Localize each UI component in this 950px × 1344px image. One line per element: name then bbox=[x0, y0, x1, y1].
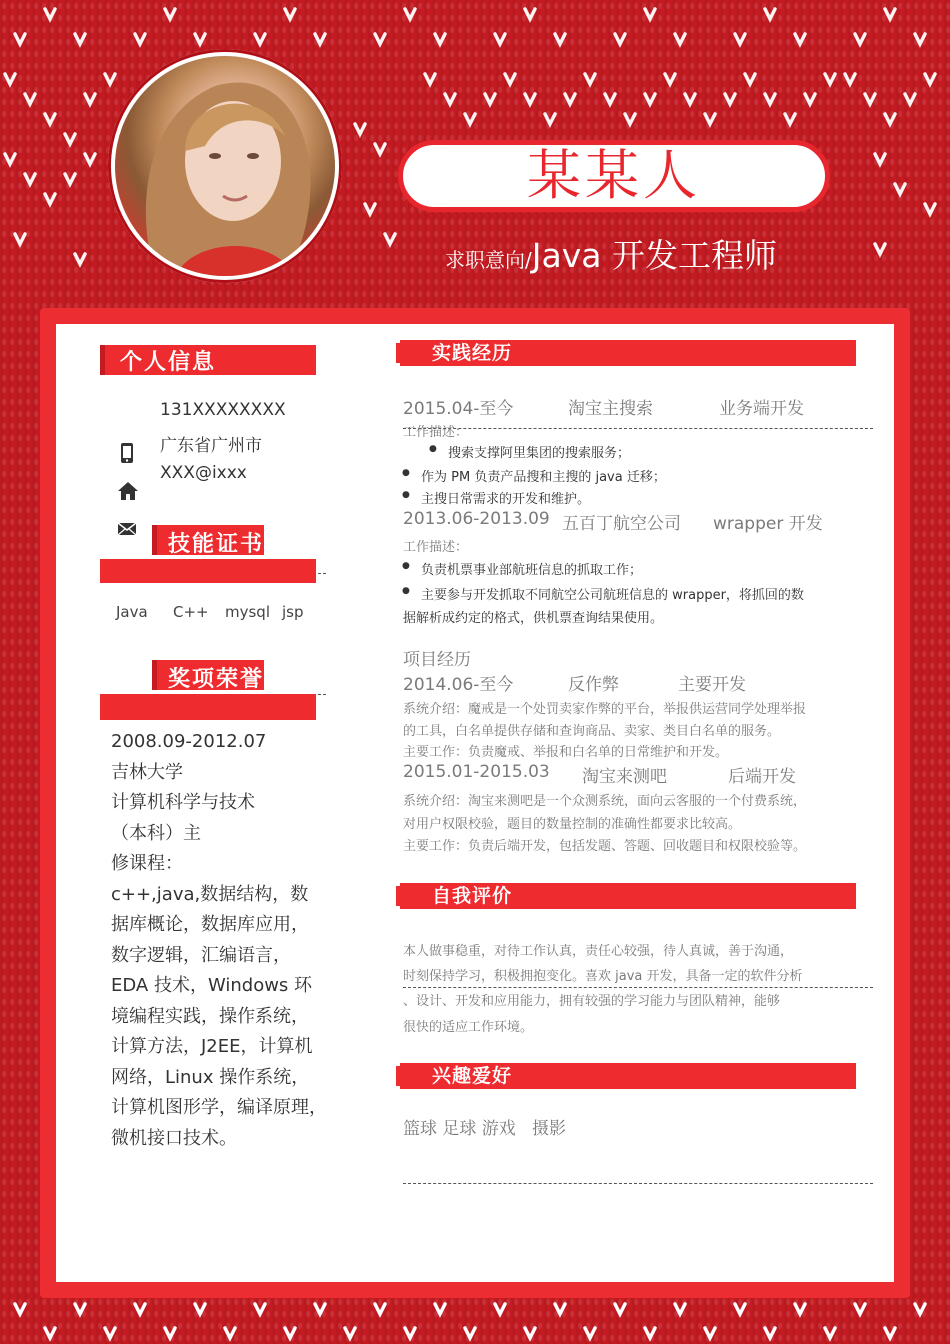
education-line: 吉林大学 bbox=[111, 761, 183, 783]
education-line: 计算方法，J2EE，计算机 bbox=[111, 1036, 313, 1057]
exp1-company: 淘宝主搜索 bbox=[568, 399, 653, 419]
proj1-line: 主要工作：负责魔戒、举报和白名单的日常维护和开发。 bbox=[403, 745, 729, 760]
proj2-role: 后端开发 bbox=[728, 767, 796, 787]
exp1-period: 2015.04-至今 bbox=[403, 399, 514, 419]
skill-item: Java bbox=[116, 603, 148, 621]
education-line: 计算机科学与技术 bbox=[111, 792, 255, 813]
section-skills bbox=[100, 525, 330, 585]
contact-email: XXX@ixxx bbox=[160, 463, 247, 483]
education-line: 数字逻辑，汇编语言， bbox=[111, 944, 291, 966]
profile-photo bbox=[108, 49, 342, 283]
section-personal-info bbox=[100, 345, 316, 375]
skill-item: C++ bbox=[173, 603, 209, 621]
education-line: EDA 技术，Windows 环 bbox=[111, 975, 313, 996]
contact-address: 广东省广州市 bbox=[160, 436, 262, 456]
proj2-line: 主要工作：负责后端开发，包括发题、答题、回收题目和权限校验等。 bbox=[403, 839, 807, 854]
education-line: 2008.09-2012.07 bbox=[111, 731, 267, 752]
hobbies-text: 篮球 足球 游戏 摄影 bbox=[403, 1119, 567, 1139]
job-intent bbox=[445, 230, 777, 277]
education-line: 微机接口技术。 bbox=[111, 1127, 237, 1149]
section-title-skills: 技能证书 bbox=[168, 532, 265, 557]
exp2-bullet: ● 主要参与开发抓取不同航空公司航班信息的 wrapper，将抓回的数 bbox=[421, 584, 804, 603]
section-hobbies bbox=[400, 1063, 856, 1089]
divider bbox=[403, 1183, 873, 1184]
section-title-hobbies: 兴趣爱好 bbox=[432, 1065, 513, 1087]
phone-icon bbox=[117, 442, 137, 462]
job-intent-label: 求职意向/ bbox=[445, 248, 532, 272]
proj1-name: 反作弊 bbox=[568, 675, 619, 695]
proj1-role: 主要开发 bbox=[678, 675, 746, 695]
education-line: 计算机图形学，编译原理， bbox=[111, 1097, 327, 1118]
profile-photo-image bbox=[115, 56, 335, 276]
exp1-role: 业务端开发 bbox=[719, 399, 804, 419]
exp2-bullet: ● 负责机票事业部航班信息的抓取工作； bbox=[421, 559, 642, 578]
proj2-line: 系统介绍：淘宝来测吧是一个众测系统，面向云客服的一个付费系统， bbox=[403, 794, 807, 809]
exp2-continuation: 据解析成约定的格式，供机票查询结果使用。 bbox=[403, 611, 664, 626]
exp1-bullet: ● 主搜日常需求的开发和维护。 bbox=[421, 488, 590, 507]
contact-phone: 131XXXXXXXX bbox=[160, 400, 286, 420]
projects-title: 项目经历 bbox=[403, 650, 471, 670]
knit-pattern-bottom bbox=[0, 1290, 950, 1344]
section-title-practice: 实践经历 bbox=[432, 342, 513, 364]
section-title-personal-info: 个人信息 bbox=[120, 349, 217, 375]
skill-item: jsp bbox=[282, 603, 304, 621]
education-line: 修课程： bbox=[111, 853, 183, 874]
proj2-name: 淘宝来测吧 bbox=[582, 767, 667, 787]
proj2-line: 对用户权限校验，题目的数量控制的准确性都要求比较高。 bbox=[403, 817, 742, 832]
skill-item: mysql bbox=[225, 603, 270, 621]
section-awards bbox=[100, 660, 330, 720]
section-practice bbox=[400, 340, 856, 366]
job-intent-value: Java 开发工程师 bbox=[531, 236, 777, 275]
section-title-awards: 奖项荣誉 bbox=[168, 667, 265, 692]
divider bbox=[403, 428, 873, 429]
candidate-name: 某某人 bbox=[527, 144, 701, 207]
education-line: 网络，Linux 操作系统， bbox=[111, 1066, 310, 1088]
education-line: 境编程实践，操作系统， bbox=[111, 1005, 309, 1027]
self-eval-line: 很快的适应工作环境。 bbox=[403, 1020, 534, 1035]
exp2-company: 五百丁航空公司 bbox=[562, 514, 681, 534]
proj1-line: 的工具，白名单提供存储和查询商品、卖家、类目白名单的服务。 bbox=[403, 724, 781, 739]
self-eval-line: 、设计、开发和应用能力，拥有较强的学习能力与团队精神，能够 bbox=[403, 994, 781, 1009]
exp2-period: 2013.06-2013.09 bbox=[403, 509, 550, 529]
divider bbox=[403, 987, 873, 988]
proj2-period: 2015.01-2015.03 bbox=[403, 762, 550, 782]
education-details bbox=[111, 727, 331, 1154]
skills-list bbox=[116, 603, 304, 621]
self-eval-line: 时刻保持学习，积极拥抱变化。喜欢 java 开发，具备一定的软件分析 bbox=[403, 969, 803, 984]
exp1-bullet: ● 作为 PM 负责产品搜和主搜的 java 迁移； bbox=[421, 466, 666, 485]
exp1-desc-label: 工作描述： bbox=[403, 425, 469, 440]
exp2-role: wrapper 开发 bbox=[713, 514, 823, 534]
home-icon bbox=[117, 481, 137, 501]
name-banner bbox=[398, 140, 830, 212]
proj1-line: 系统介绍：魔戒是一个处罚卖家作弊的平台，举报供运营同学处理举报 bbox=[403, 702, 807, 717]
exp1-bullet: ● 搜索支撑阿里集团的搜索服务； bbox=[448, 442, 630, 461]
education-line: （本科）主 bbox=[111, 822, 201, 844]
proj1-period: 2014.06-至今 bbox=[403, 675, 514, 695]
exp2-desc-label: 工作描述： bbox=[403, 540, 469, 555]
education-line: c++,java,数据结构，数 bbox=[111, 883, 309, 905]
self-eval-line: 本人做事稳重，对待工作认真，责任心较强，待人真诚，善于沟通， bbox=[403, 944, 794, 959]
section-self-eval bbox=[400, 883, 856, 909]
education-line: 据库概论，数据库应用， bbox=[111, 914, 309, 935]
section-title-self-eval: 自我评价 bbox=[432, 885, 513, 907]
